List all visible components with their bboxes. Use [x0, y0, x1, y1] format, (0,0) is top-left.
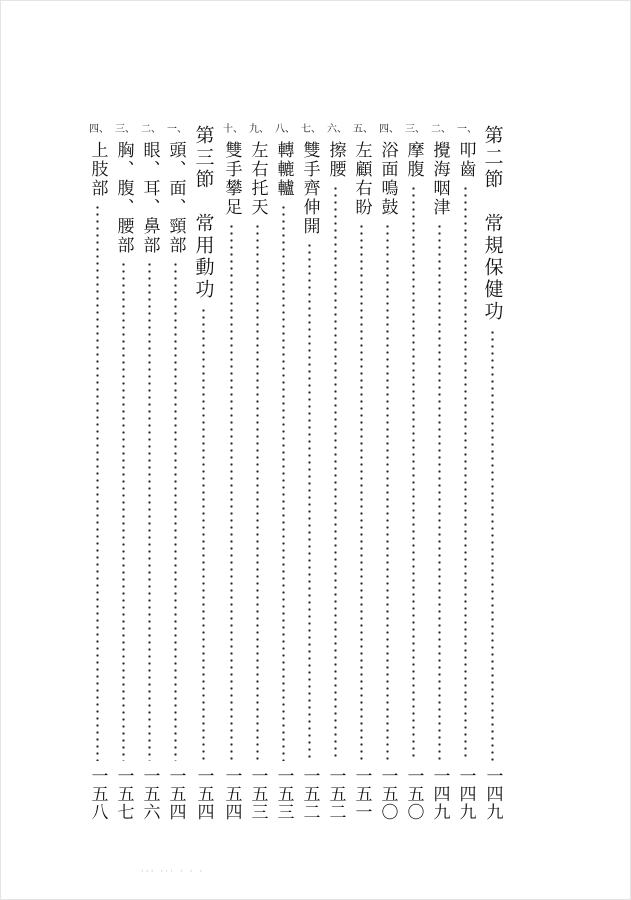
entry-title: 雙手齊伸開 — [299, 141, 320, 236]
toc-entry — [111, 125, 135, 821]
dot-leader — [256, 223, 259, 761]
section-title: 第二節 常規保健功 — [481, 125, 504, 323]
page-number: 一四九 — [455, 767, 476, 821]
entry-title: 摩腹 — [403, 141, 424, 179]
dot-leader — [491, 329, 494, 761]
toc-entry — [401, 125, 425, 821]
page-number: 一五四 — [221, 767, 242, 821]
toc-entry — [349, 125, 373, 821]
entry-title: 叩齒 — [455, 141, 476, 179]
entry-number: 九、 — [249, 124, 269, 135]
page-number: 一五〇 — [403, 767, 424, 821]
toc-entry — [453, 125, 477, 821]
toc-entry — [85, 125, 109, 821]
dot-leader — [282, 204, 285, 761]
dot-leader — [386, 223, 389, 761]
toc-entry — [297, 125, 321, 821]
page-number: 一五六 — [139, 767, 160, 821]
dot-leader — [438, 223, 441, 761]
page-number: 一五二 — [299, 767, 320, 821]
dot-leader — [360, 223, 363, 761]
entry-title: 左顧右盼 — [351, 141, 372, 217]
entry-title: 左右托天 — [247, 141, 268, 217]
page-number: 一四九 — [482, 767, 503, 821]
toc-entry — [137, 125, 161, 821]
entry-title: 雙手攀足 — [221, 141, 242, 217]
dot-leader — [464, 185, 467, 761]
entry-number: 三、 — [405, 124, 425, 135]
toc-entry — [245, 125, 269, 821]
toc-entry — [427, 125, 451, 821]
section-title: 第三節 常用動功 — [192, 125, 215, 301]
entry-title: 上肢部 — [87, 141, 108, 198]
entry-title: 浴面鳴鼓 — [377, 141, 398, 217]
page-number: 一四九 — [429, 767, 450, 821]
toc-entry — [271, 125, 295, 821]
entry-title: 擦腰 — [325, 141, 346, 179]
page-number: 一五三 — [273, 767, 294, 821]
entry-title: 頭、面、頸部 — [165, 141, 186, 255]
entry-title: 轉轆轤 — [273, 141, 294, 198]
page-number: 一五〇 — [377, 767, 398, 821]
dot-leader — [202, 307, 205, 761]
toc-entry — [323, 125, 347, 821]
dot-leader — [174, 261, 177, 761]
dot-leader — [96, 204, 99, 761]
entry-number: 二、 — [141, 124, 161, 135]
entry-number: 四、 — [89, 124, 109, 135]
dot-leader — [148, 261, 151, 761]
entry-number: 一、 — [167, 124, 187, 135]
dot-leader — [412, 185, 415, 761]
toc-entry — [375, 125, 399, 821]
page-number: 一五四 — [193, 767, 214, 821]
entry-number: 十、 — [223, 124, 243, 135]
page-number: 一五二 — [325, 767, 346, 821]
entry-title: 眼、耳、鼻部 — [139, 141, 160, 255]
page-number: 一五三 — [247, 767, 268, 821]
entry-number: 五、 — [353, 124, 373, 135]
dot-leader — [308, 242, 311, 761]
page-number: 一五七 — [113, 767, 134, 821]
toc-entry — [219, 125, 243, 821]
entry-number: 六、 — [327, 124, 347, 135]
footer-scan-mark: ··· ··· · · · — [141, 867, 205, 877]
dot-leader — [230, 223, 233, 761]
dot-leader — [334, 185, 337, 761]
entry-title: 攪海咽津 — [429, 141, 450, 217]
dot-leader — [122, 261, 125, 761]
toc-entry-section-3 — [191, 125, 215, 821]
entry-number: 二、 — [431, 124, 451, 135]
page-number: 一五八 — [87, 767, 108, 821]
entry-number: 三、 — [115, 124, 135, 135]
entry-title: 胸、腹、腰部 — [113, 141, 134, 255]
entry-number: 八、 — [275, 124, 295, 135]
entry-number: 四、 — [379, 124, 399, 135]
page-number: 一五四 — [165, 767, 186, 821]
page-number: 一五一 — [351, 767, 372, 821]
toc-entry-section-2 — [480, 125, 504, 821]
entry-number: 一、 — [457, 124, 477, 135]
toc-entry — [163, 125, 187, 821]
entry-number: 七、 — [301, 124, 321, 135]
